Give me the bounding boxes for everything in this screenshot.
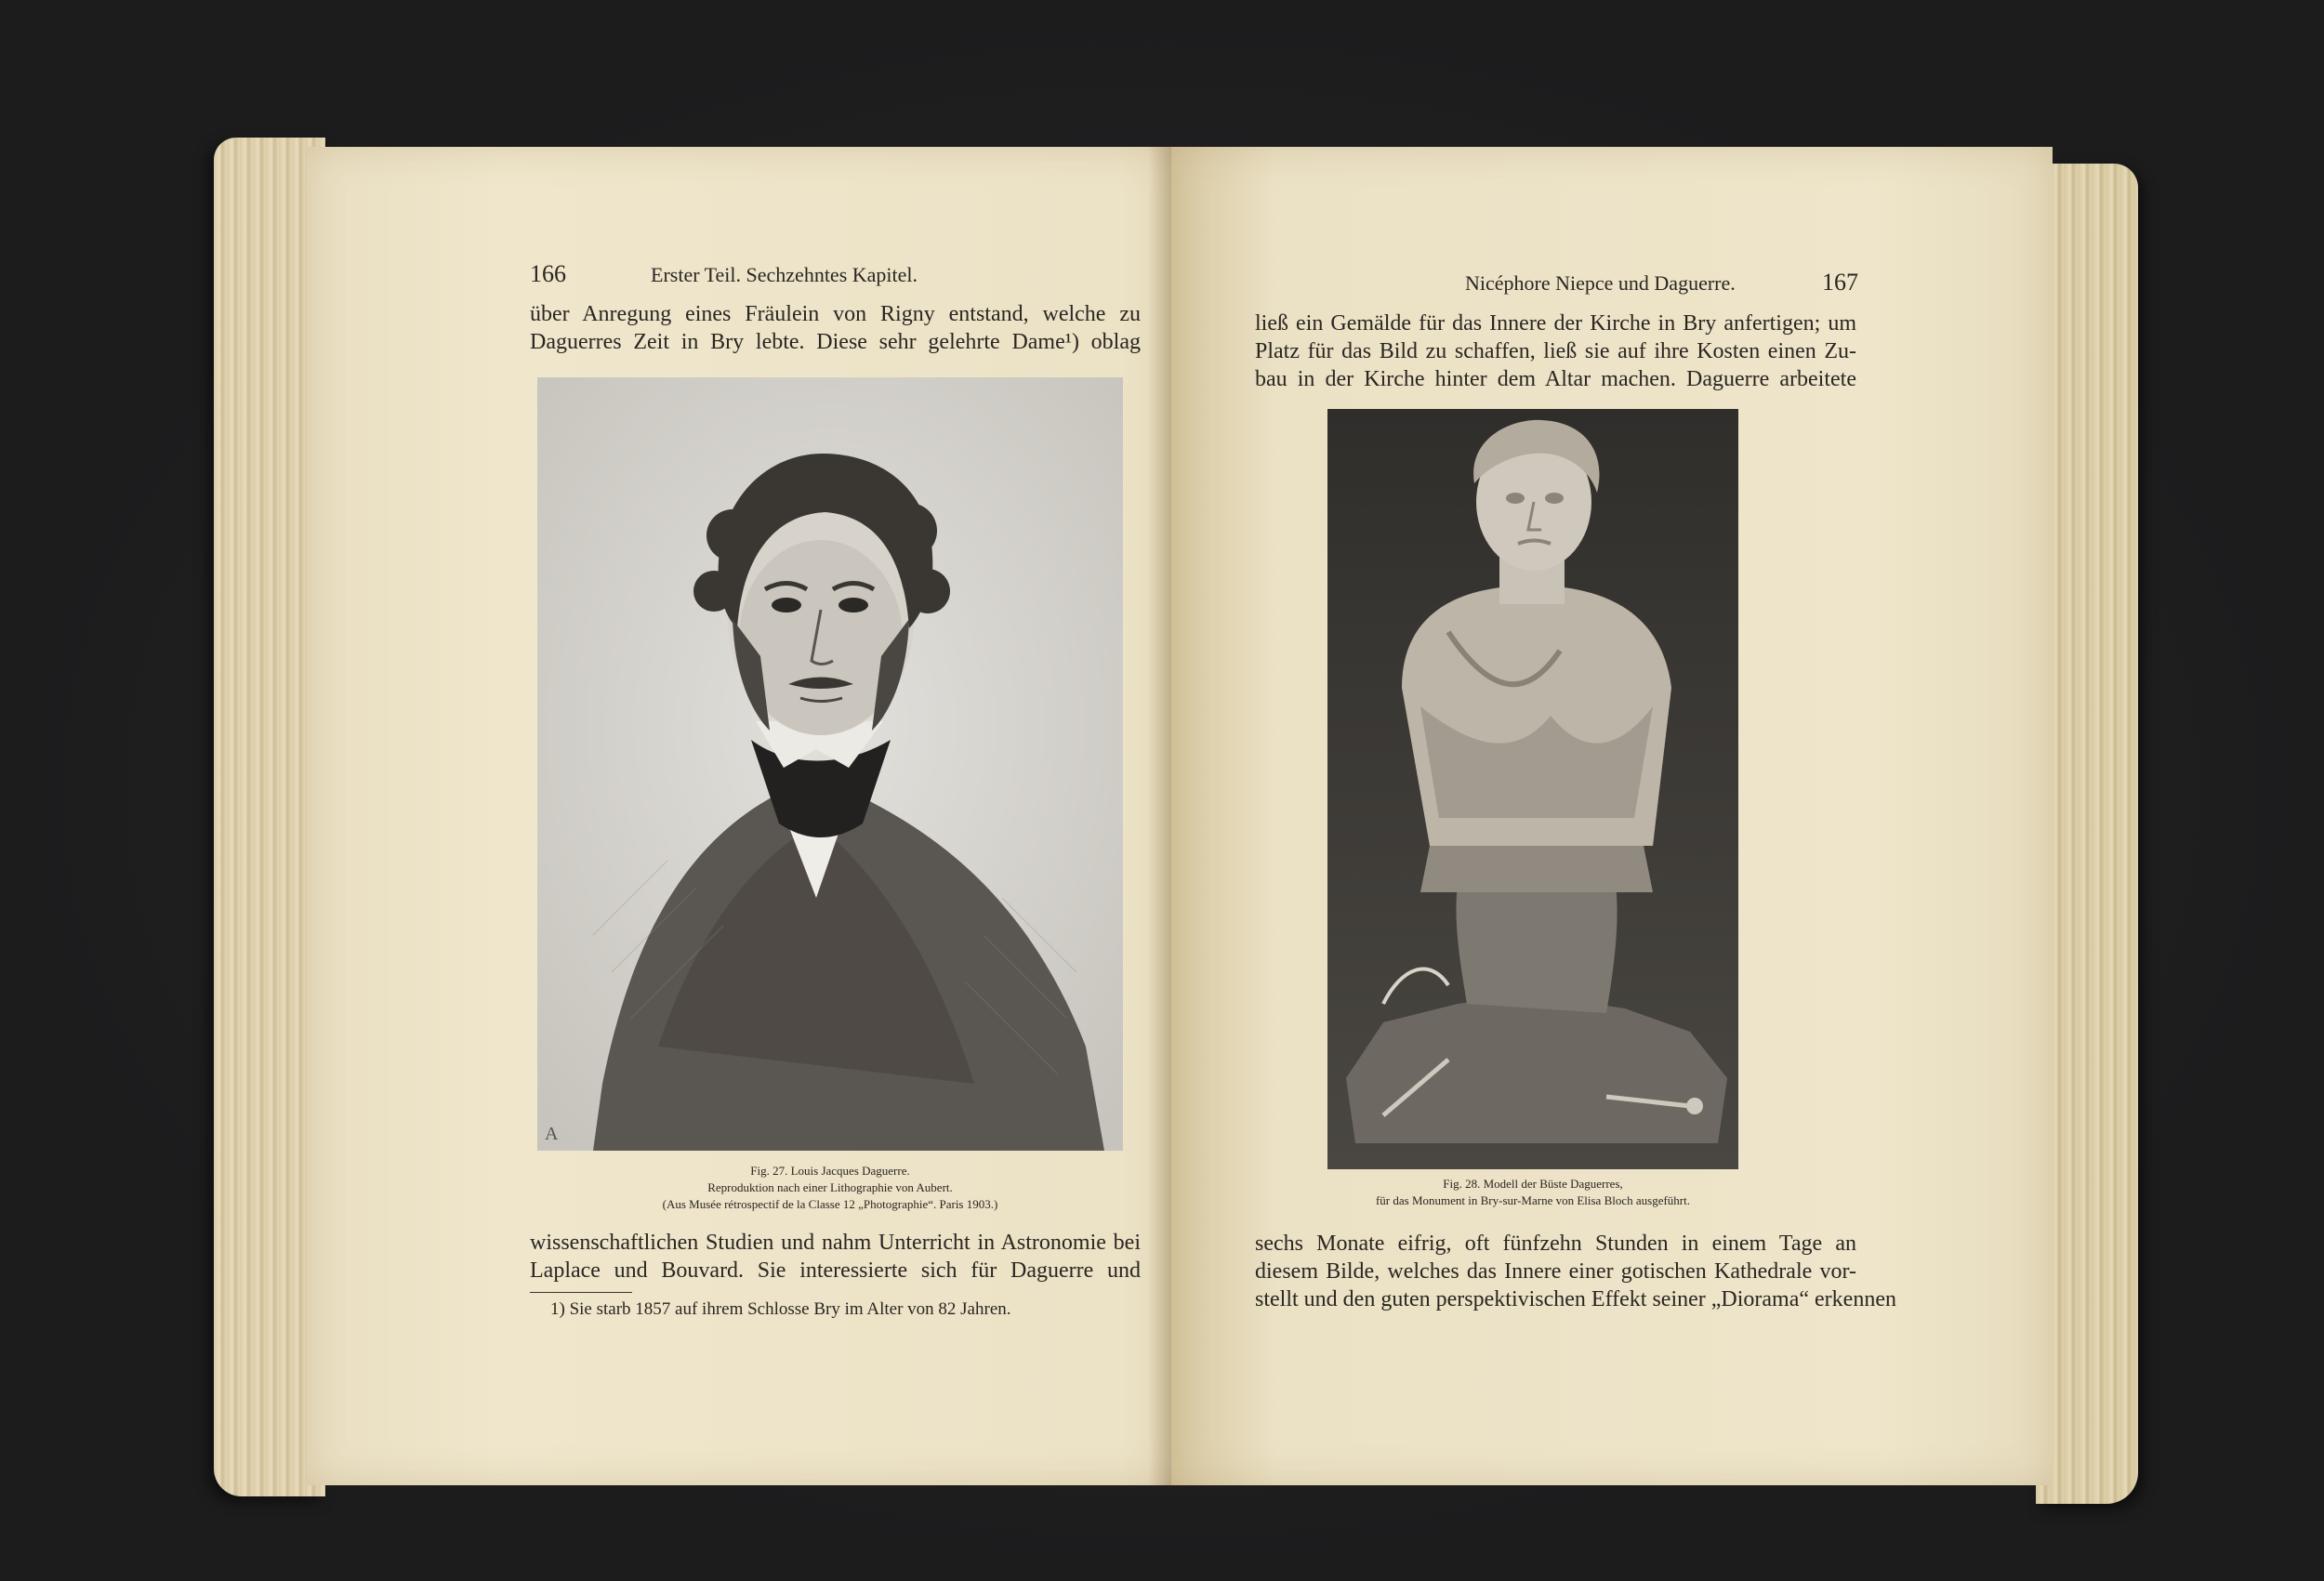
figure-caption-line: Fig. 28. Modell der Büste Daguerres, [1443, 1177, 1623, 1191]
text-line: wissenschaftlichen Studien und nahm Unterricht in Astronomie bei [530, 1231, 1141, 1255]
running-head-left: Erster Teil. Sechzehntes Kapitel. [651, 263, 918, 286]
figure-caption-line: für das Monument in Bry-sur-Marne von Elisa Bloch ausgeführt. [1375, 1193, 1691, 1207]
text-line: Platz für das Bild zu schaffen, ließ sie auf ihre Kosten einen Zu- [1255, 339, 1856, 363]
footnote: 1) Sie starb 1857 auf ihrem Schlosse Bry im Alter von 82 Jahren. [550, 1299, 1011, 1319]
text-line: Daguerres Zeit in Bry lebte. Diese sehr gelehrte Dame¹) oblag [530, 330, 1141, 354]
page-number-right: 167 [1822, 269, 1858, 296]
text-line: sechs Monate eifrig, oft fünfzehn Stunden in einem Tage an [1255, 1232, 1856, 1256]
footnote-rule [530, 1292, 632, 1293]
figure-caption-line: Fig. 27. Louis Jacques Daguerre. [750, 1164, 910, 1178]
page-number-left: 166 [530, 260, 566, 287]
figure-caption-line: (Aus Musée rétrospectif de la Classe 12 „Photographie“. Paris 1903.) [662, 1197, 998, 1211]
svg-text:A: A [545, 1124, 559, 1144]
portrait-plate-daguerre [537, 377, 1123, 1151]
text-line: bau in der Kirche hinter dem Altar machen. Daguerre arbeitete [1255, 367, 1856, 391]
right-page [1171, 147, 2053, 1485]
open-book [214, 128, 2138, 1506]
left-page [307, 147, 1264, 1485]
text-line: stellt und den guten perspektivischen Effekt seiner „Diorama“ erkennen [1255, 1287, 1896, 1311]
text-line: Laplace und Bouvard. Sie interessierte sich für Daguerre und [530, 1258, 1141, 1283]
figure-caption-line: Reproduktion nach einer Lithographie von Aubert. [707, 1180, 953, 1194]
text-line: ließ ein Gemälde für das Innere der Kirche in Bry anfertigen; um [1255, 311, 1856, 336]
running-head-right: Nicéphore Niepce und Daguerre. [1465, 271, 1736, 295]
text-line: diesem Bilde, welches das Innere einer gotischen Kathedrale vor- [1255, 1259, 1856, 1284]
text-line: über Anregung eines Fräulein von Rigny entstand, welche zu [530, 302, 1141, 326]
bust-plate-daguerre [1327, 409, 1738, 1169]
